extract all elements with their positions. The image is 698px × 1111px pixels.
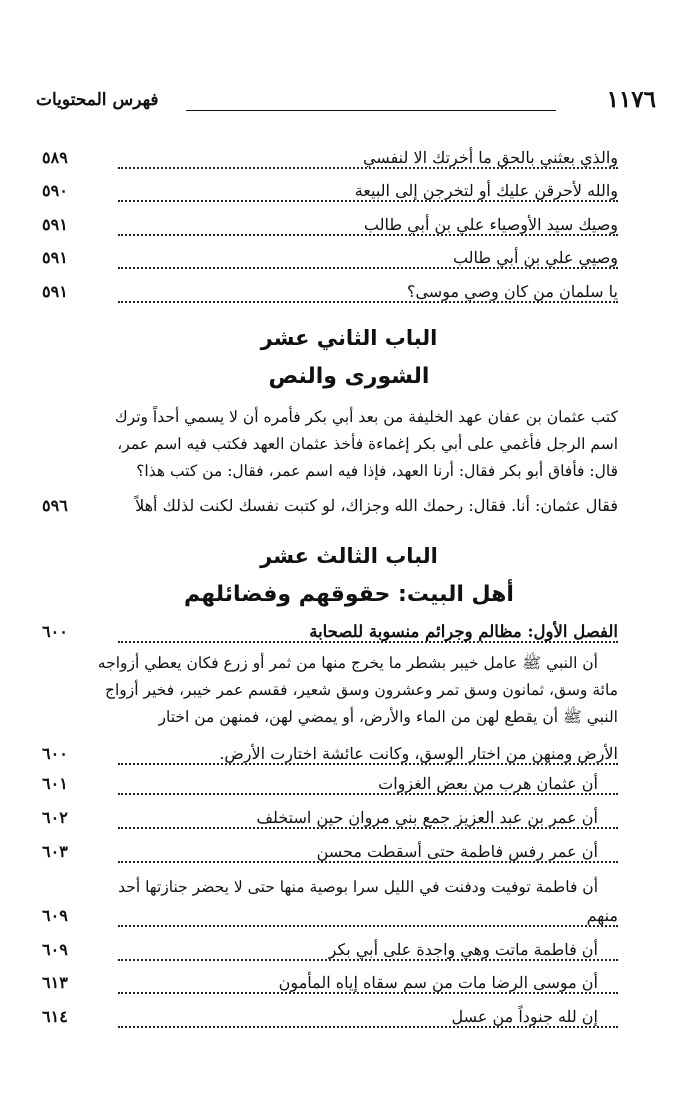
chapter-number: الباب الثاني عشر: [260, 326, 438, 350]
toc-entry-page: ٥٩٠: [42, 181, 68, 200]
section-entry: [42, 622, 618, 650]
toc-entry: [42, 1007, 618, 1035]
toc-entry-page: ٥٩١: [42, 215, 68, 234]
toc-entry: [42, 496, 618, 524]
paragraph-line: كتب عثمان بن عفان عهد الخليفة من بعد أبي بكر فأمره أن لا يسمي أحداً وترك: [114, 408, 618, 426]
toc-entry: [42, 181, 618, 209]
toc-entry-text: يا سلمان من كان وصي موسى؟: [403, 282, 618, 301]
paragraph-line: النبي ﷺ أن يقطع لهن من الماء والأرض، أو يمضي لهن، فمنهن من اختار: [158, 708, 618, 726]
toc-entry: [42, 282, 618, 310]
toc-entry-text: فقال عثمان: أنا. فقال: رحمك الله وجزاك، لو كتبت نفسك لكنت لذلك أهلاً: [131, 496, 618, 515]
toc-entry: [42, 148, 618, 176]
toc-entry-text: الأرض ومنهن من اختار الوسق، وكانت عائشة اختارت الأرض.: [215, 744, 618, 763]
toc-entry-text: وصيي علي بن أبي طالب: [449, 248, 618, 267]
chapter-title: الشورى والنص: [268, 364, 430, 389]
toc-entry-text: أن عمر رفس فاطمة حتى أسقطت محسن: [313, 842, 598, 861]
toc-entry-page: ٦٠١: [42, 774, 68, 793]
toc-entry-page: ٥٩٦: [42, 496, 68, 515]
leader-dots: [118, 301, 618, 303]
toc-entry-page: ٥٩١: [42, 282, 68, 301]
leader-dots: [118, 267, 618, 269]
header-title: فهرس المحتويات: [36, 90, 159, 110]
leader-dots: [118, 234, 618, 236]
entry-paragraph: [42, 874, 618, 901]
toc-entry-text: أن فاطمة ماتت وهي واجدة على أبي بكر: [325, 940, 598, 959]
toc-entry-text: والذي بعثني بالحق ما أخرتك الا لنفسي: [359, 148, 618, 167]
toc-entry-page: ٦١٤: [42, 1007, 68, 1026]
toc-entry: [42, 973, 618, 1001]
toc-entry-page: ٥٩١: [42, 248, 68, 267]
toc-entry-text: والله لأحرقن عليك أو لتخرجن إلى البيعة: [351, 181, 618, 200]
toc-entry-page: ٥٨٩: [42, 148, 68, 167]
leader-dots: [118, 925, 618, 927]
paragraph-line: قال: فأفاق أبو بكر فقال: أرنا العهد، فإذا فيه اسم عمر، فقال: من كتب هذا؟: [136, 462, 618, 480]
leader-dots: [118, 959, 618, 961]
chapter-number: الباب الثالث عشر: [260, 544, 438, 568]
paragraph-line: اسم الرجل فأغمي على أبي بكر إغماءة فأخذ عثمان العهد فكتب فيه اسم عمر،: [117, 435, 618, 453]
leader-dots: [118, 861, 618, 863]
leader-dots: [118, 1026, 618, 1028]
leader-dots: [118, 167, 618, 169]
entry-paragraph: [42, 650, 618, 731]
toc-entry-page: ٦٠٣: [42, 842, 68, 861]
chapter-title: أهل البيت: حقوقهم وفضائلهم: [184, 582, 514, 607]
paragraph-line: أن النبي ﷺ عامل خيبر بشطر ما يخرج منها من ثمر أو زرع فكان يعطي أزواجه: [97, 654, 598, 672]
page-header: [36, 86, 656, 116]
toc-entry-page: ٦١٣: [42, 973, 68, 992]
toc-entry: [42, 842, 618, 870]
toc-entry-text: وصيك سيد الأوصياء علي بن أبي طالب: [360, 215, 618, 234]
paragraph-line: أن فاطمة توفيت ودفنت في الليل سرا بوصية منها حتى لا يحضر جنازتها أحد: [118, 878, 598, 896]
toc-entry-page: ٦٠٢: [42, 808, 68, 827]
header-rule: [186, 110, 556, 111]
toc-entry: [42, 744, 618, 772]
leader-dots: [118, 992, 618, 994]
toc-entry: [42, 248, 618, 276]
toc-entry-text: أن موسى الرضا مات من سم سقاه إياه المأمون: [275, 973, 598, 992]
leader-dots: [118, 641, 618, 643]
leader-dots: [118, 827, 618, 829]
toc-entry: [42, 215, 618, 243]
paragraph-line: مائة وسق، ثمانون وسق تمر وعشرون وسق شعير، فقسم عمر خيبر، فخير أزواج: [104, 681, 618, 699]
toc-entry-page: ٦٠٩: [42, 906, 68, 925]
chapter-paragraph: [42, 404, 618, 485]
toc-entry-page: ٦٠٩: [42, 940, 68, 959]
header-page-number: ١١٧٦: [606, 86, 656, 113]
toc-entry: [42, 906, 618, 934]
toc-entry-text: أن عثمان هرب من بعض الغزوات: [374, 774, 598, 793]
toc-entry-text: أن عمر بن عبد العزيز جمع بني مروان حين استخلف: [252, 808, 598, 827]
toc-entry-page: ٦٠٠: [42, 744, 68, 763]
leader-dots: [118, 200, 618, 202]
toc-entry: [42, 774, 618, 802]
toc-entry-text: إن لله جنوداً من عسل: [447, 1007, 598, 1026]
toc-entry: [42, 808, 618, 836]
leader-dots: [118, 763, 618, 765]
section-text: الفصل الأول: مظالم وجرائم منسوبة للصحابة: [305, 622, 618, 641]
leader-dots: [118, 793, 618, 795]
section-page: ٦٠٠: [42, 622, 68, 641]
toc-entry-text: منهم: [583, 906, 618, 925]
toc-entry: [42, 940, 618, 968]
